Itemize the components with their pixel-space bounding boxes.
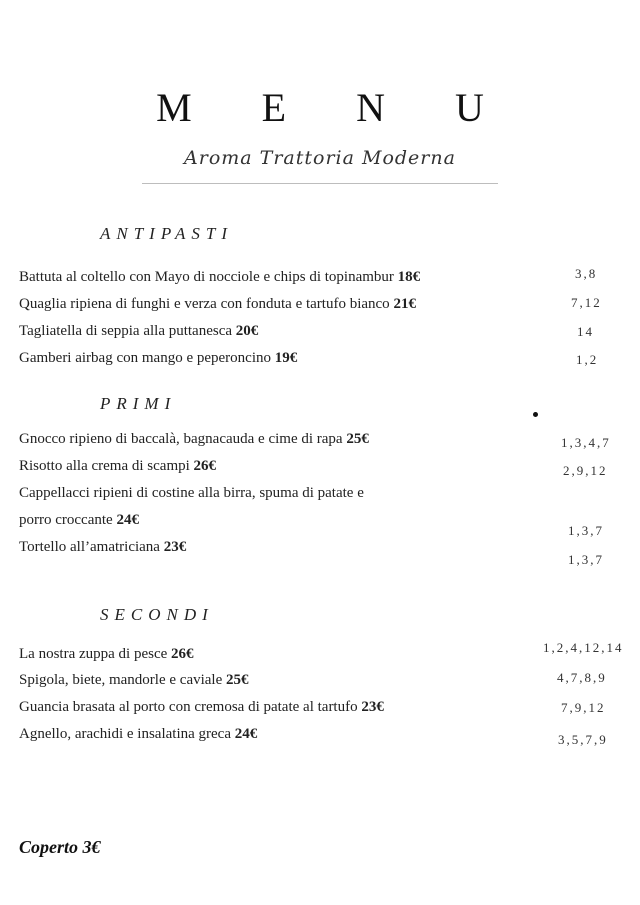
allergens: 2,9,12 <box>563 463 608 478</box>
dish-name: Spigola, biete, mandorle e caviale <box>19 672 223 688</box>
dish-name: Battuta al coltello con Mayo di nocciole e chips di topinambur <box>19 269 394 285</box>
menu-item <box>19 350 297 367</box>
allergens: 4,7,8,9 <box>557 670 607 685</box>
dish-name: Cappellacci ripieni di costine alla birra, spuma di patate e <box>19 485 364 501</box>
menu-item <box>19 672 249 689</box>
header-divider <box>142 183 498 184</box>
menu-title: M E N U <box>156 85 514 130</box>
dish-name: Risotto alla crema di scampi <box>19 458 190 474</box>
bullet-dot <box>533 412 538 417</box>
dish-name: Gnocco ripieno di baccalà, bagnacauda e cime di rapa <box>19 431 343 447</box>
dish-price: 25€ <box>346 431 369 447</box>
cover-charge: Coperto 3€ <box>19 837 101 857</box>
menu-item <box>19 431 369 448</box>
dish-price: 24€ <box>116 512 139 528</box>
allergens: 1,3,7 <box>568 552 604 567</box>
menu-item <box>19 458 216 475</box>
menu-item <box>19 485 364 502</box>
dish-price: 21€ <box>393 296 416 312</box>
dish-price: 20€ <box>235 323 259 339</box>
menu-item <box>19 539 186 556</box>
dish-price: 26€ <box>171 646 194 662</box>
dish-name: Quaglia ripiena di funghi e verza con fonduta e tartufo bianco <box>19 296 390 312</box>
dish-name: Agnello, arachidi e insalatina greca <box>19 726 231 742</box>
section-heading-antipasti: ANTIPASTI <box>100 224 234 243</box>
menu-item <box>19 699 384 716</box>
dish-name: Tortello all’amatriciana <box>19 539 160 555</box>
menu-item <box>19 323 258 340</box>
allergens: 1,2,4,12,14 <box>543 640 624 655</box>
allergens: 7,12 <box>571 295 602 310</box>
dish-name: Gamberi airbag con mango e peperoncino <box>19 350 271 366</box>
dish-price: 26€ <box>193 458 217 474</box>
dish-price: 25€ <box>226 672 249 688</box>
dish-name: Guancia brasata al porto con cremosa di patate al tartufo <box>19 699 358 715</box>
allergens: 1,2 <box>576 352 599 367</box>
restaurant-name: Aroma Trattoria Moderna <box>184 147 456 169</box>
allergens: 7,9,12 <box>561 700 606 715</box>
allergens: 1,3,4,7 <box>561 435 611 450</box>
allergens: 3,8 <box>575 266 598 281</box>
menu-item <box>19 726 257 743</box>
allergens: 14 <box>577 324 594 339</box>
allergens: 3,5,7,9 <box>558 732 608 747</box>
section-heading-secondi: SECONDI <box>100 605 214 624</box>
dish-price: 19€ <box>274 350 298 366</box>
dish-price: 23€ <box>361 699 384 715</box>
menu-item <box>19 269 420 286</box>
dish-name: Tagliatella di seppia alla puttanesca <box>19 323 233 339</box>
dish-name: La nostra zuppa di pesce <box>19 646 168 662</box>
dish-price: 23€ <box>163 539 187 555</box>
dish-price: 18€ <box>397 269 421 285</box>
allergens: 1,3,7 <box>568 523 604 538</box>
menu-item <box>19 296 416 313</box>
dish-name: porro croccante <box>19 512 113 528</box>
menu-item-continued <box>19 512 139 529</box>
section-heading-primi: PRIMI <box>100 394 177 413</box>
dish-price: 24€ <box>234 726 258 742</box>
menu-item <box>19 646 194 663</box>
